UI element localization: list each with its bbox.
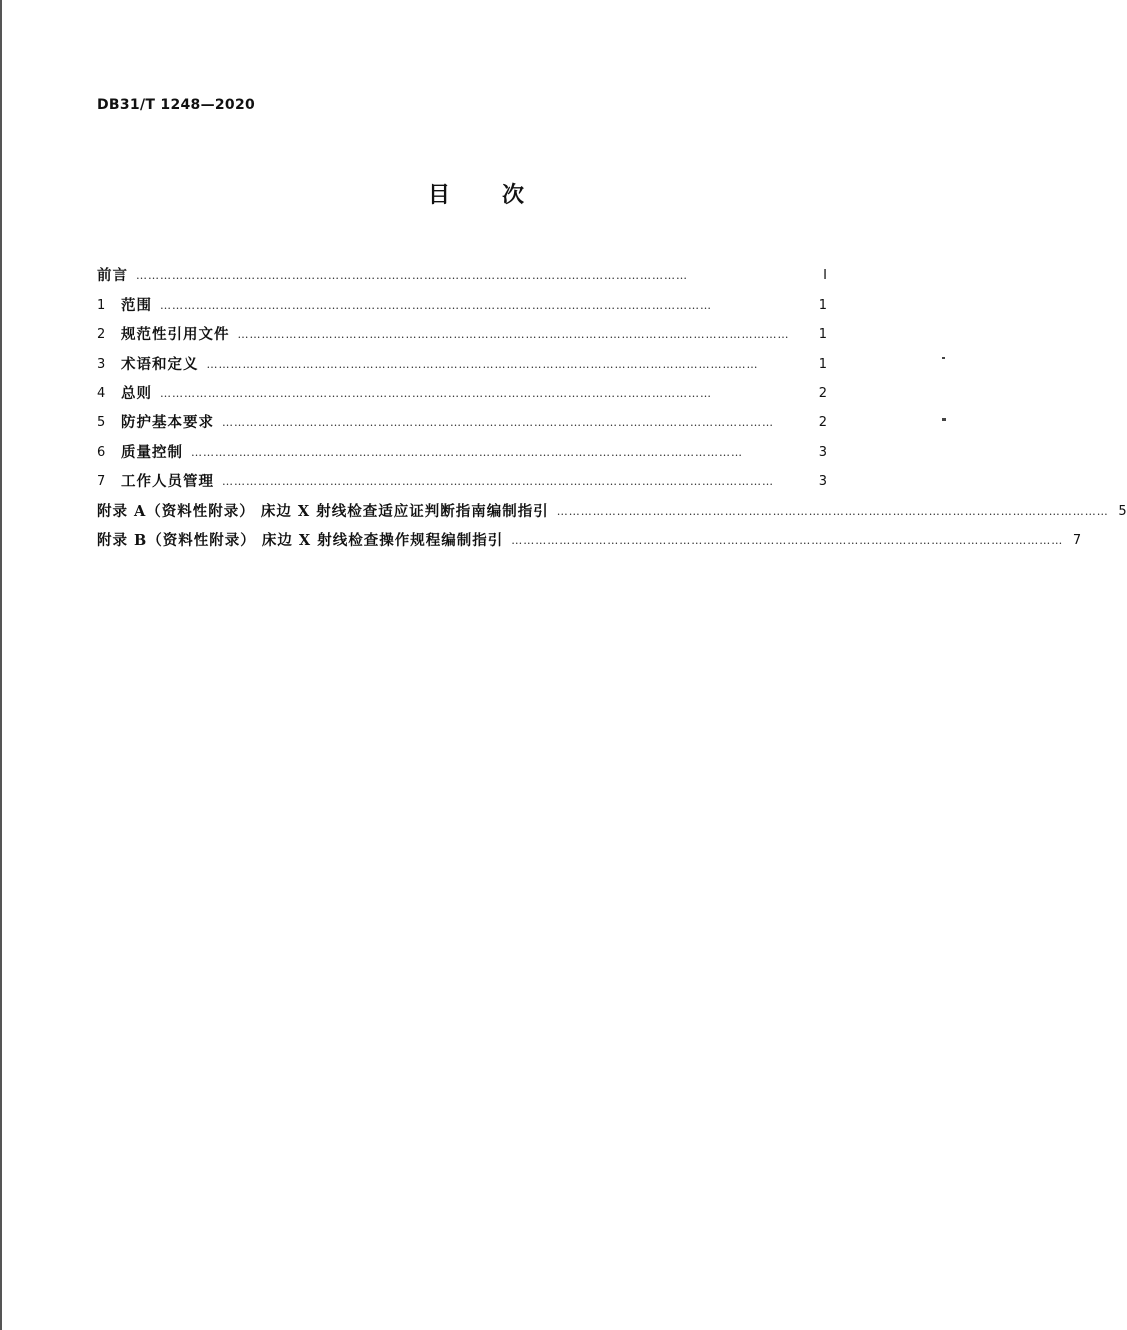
toc-entry-page: 1 bbox=[818, 297, 827, 313]
toc-entry-label: 前言 bbox=[97, 267, 128, 285]
toc-entry-page: 1 bbox=[818, 327, 827, 343]
toc-entry-normative-references[interactable] bbox=[97, 316, 827, 345]
toc-entry-label: 附录 B（资料性附录） 床边 X 射线检查操作规程编制指引 bbox=[97, 531, 504, 549]
table-of-contents bbox=[97, 257, 1127, 551]
document-code: DB31/T 1248—2020 bbox=[97, 97, 256, 113]
toc-entry-label: 术语和定义 bbox=[121, 355, 199, 373]
toc-entry-page: 3 bbox=[818, 474, 827, 490]
toc-title-part2: 次 bbox=[502, 182, 525, 208]
toc-entry-page: 2 bbox=[818, 385, 827, 401]
toc-entry-quality-control[interactable] bbox=[97, 433, 827, 462]
toc-leader-dots: ………………………………………………………………………………………………………………………… bbox=[222, 416, 774, 430]
toc-entry-page: 3 bbox=[818, 444, 827, 460]
toc-entry-number: 2 bbox=[97, 327, 106, 343]
toc-entry-page: 2 bbox=[818, 415, 827, 431]
toc-leader-dots: ………………………………………………………………………………………………………………………… bbox=[136, 269, 688, 283]
toc-entry-number: 1 bbox=[97, 297, 106, 313]
toc-entry-label: 质量控制 bbox=[121, 443, 183, 461]
toc-entry-protection-requirements[interactable] bbox=[97, 404, 827, 433]
toc-entry-number: 4 bbox=[97, 385, 106, 401]
toc-entry-appendix-a[interactable] bbox=[97, 492, 1127, 521]
toc-leader-dots: ………………………………………………………………………………………………………………………… bbox=[222, 475, 774, 489]
scan-speck bbox=[942, 357, 945, 359]
toc-entry-number: 7 bbox=[97, 474, 106, 490]
toc-entry-page: I bbox=[823, 268, 827, 284]
toc-leader-dots: ………………………………………………………………………………………………………………………… bbox=[191, 445, 743, 459]
toc-entry-label: 总则 bbox=[121, 384, 152, 402]
toc-leader-dots: ………………………………………………………………………………………………………………………… bbox=[511, 533, 1064, 547]
toc-entry-page: 1 bbox=[818, 356, 827, 372]
scan-speck bbox=[942, 418, 946, 421]
toc-entry-number: 6 bbox=[97, 444, 106, 460]
toc-entry-label: 范围 bbox=[121, 296, 152, 314]
toc-leader-dots: ………………………………………………………………………………………………………………………… bbox=[556, 504, 1109, 518]
toc-entry-terms-definitions[interactable] bbox=[97, 345, 827, 374]
toc-entry-number: 5 bbox=[97, 415, 106, 431]
toc-leader-dots: ………………………………………………………………………………………………………………………… bbox=[206, 357, 759, 371]
toc-leader-dots: ………………………………………………………………………………………………………………………… bbox=[237, 328, 790, 342]
toc-entry-number: 3 bbox=[97, 356, 106, 372]
toc-leader-dots: ………………………………………………………………………………………………………………………… bbox=[160, 298, 712, 312]
toc-entry-page: 7 bbox=[1072, 532, 1082, 548]
toc-entry-staff-management[interactable] bbox=[97, 463, 827, 492]
toc-title-part1: 目 bbox=[427, 182, 450, 208]
toc-entry-label: 附录 A（资料性附录） 床边 X 射线检查适应证判断指南编制指引 bbox=[97, 502, 549, 520]
toc-entry-appendix-b[interactable] bbox=[97, 522, 1082, 551]
toc-leader-dots: ………………………………………………………………………………………………………………………… bbox=[160, 386, 712, 400]
toc-entry-foreword[interactable] bbox=[97, 257, 827, 286]
toc-title bbox=[2, 178, 950, 209]
toc-entry-label: 规范性引用文件 bbox=[121, 326, 230, 344]
toc-entry-page: 5 bbox=[1118, 503, 1127, 519]
toc-entry-label: 防护基本要求 bbox=[121, 414, 214, 432]
toc-entry-general[interactable] bbox=[97, 375, 827, 404]
toc-entry-label: 工作人员管理 bbox=[121, 473, 214, 491]
toc-entry-scope[interactable] bbox=[97, 286, 827, 315]
